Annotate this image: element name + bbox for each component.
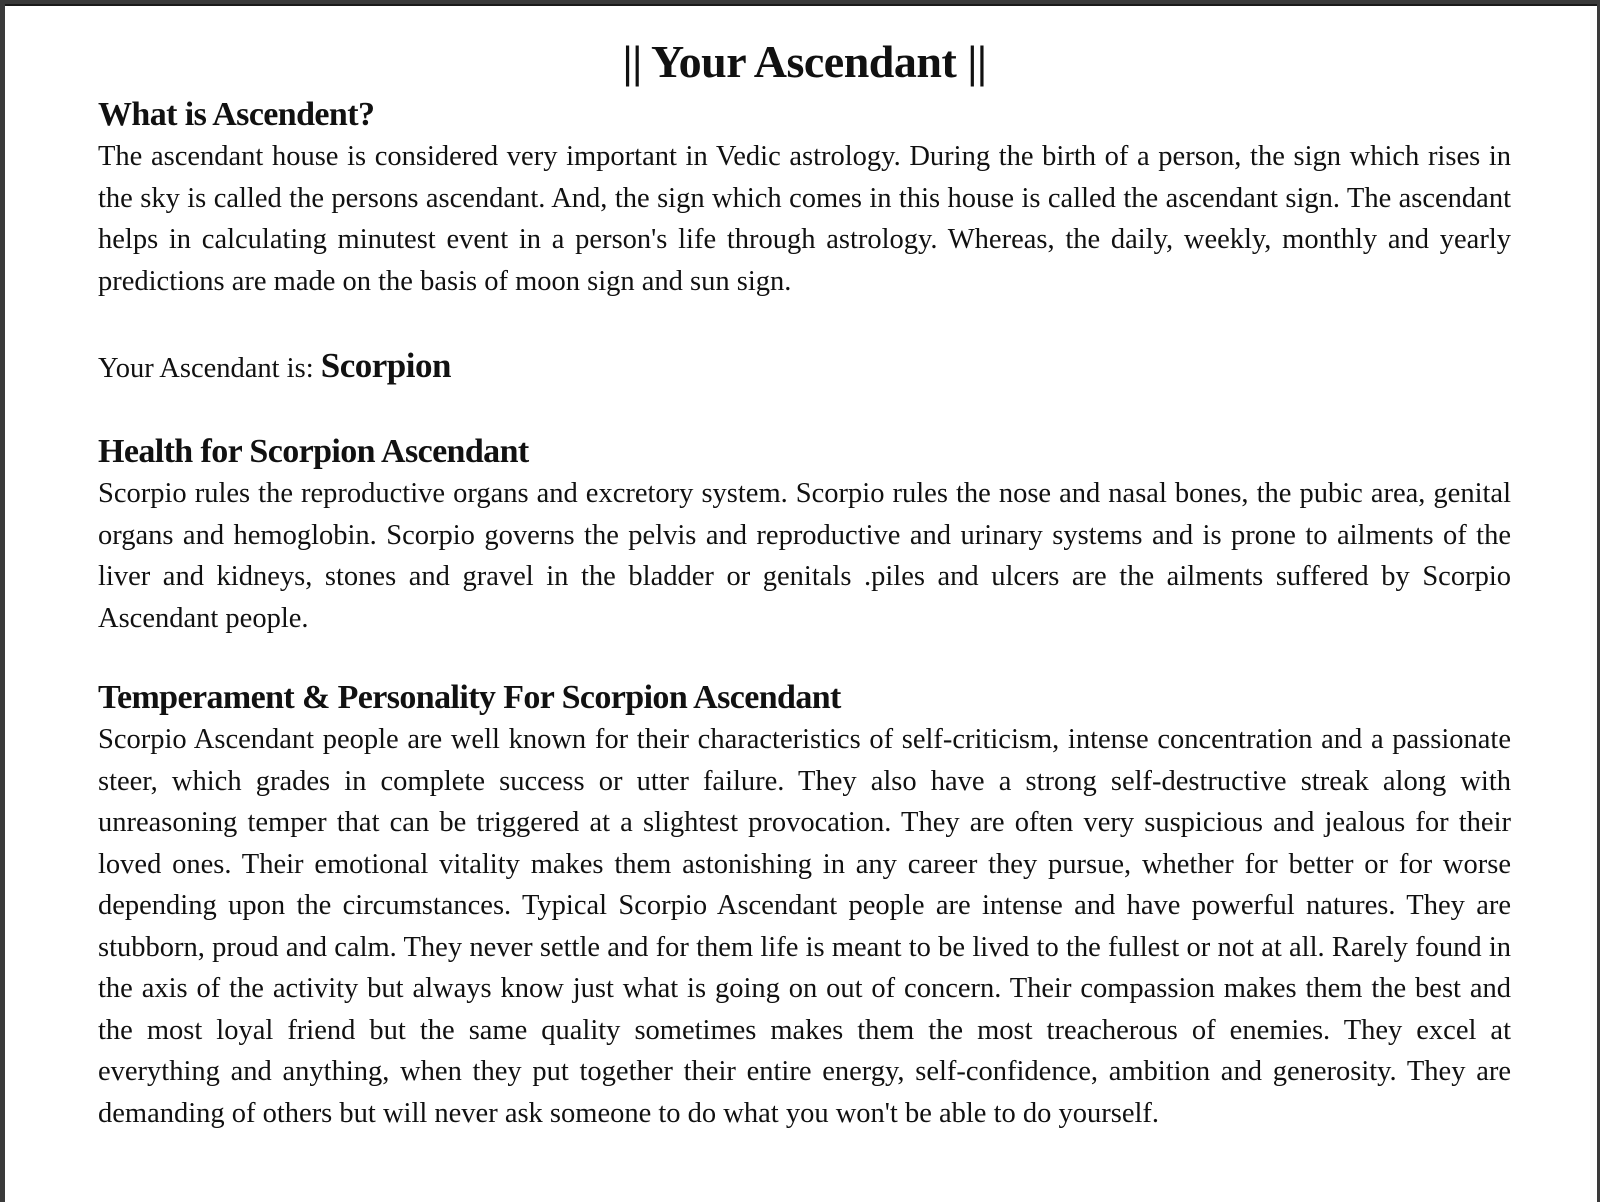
- intro-heading: What is Ascendent?: [98, 96, 375, 133]
- ascendant-label: Your Ascendant is:: [98, 353, 314, 384]
- health-paragraph: Scorpio rules the reproductive organs and excretory system. Scorpio rules the nose and nasal bones, the pubic area, genital organs and hemoglobin. Scorpio governs the pelvis and reproductive and urinary systems and is prone to ailments of the liver and kidneys, stones and gravel in the bladder or genitals .piles and ulcers are the ailments suffered by Scorpio Ascendant people.: [98, 478, 1511, 634]
- temperament-heading: Temperament & Personality For Scorpion Ascendant: [98, 679, 841, 716]
- ascendant-value: Scorpion: [320, 346, 451, 385]
- document-content: [98, 30, 1511, 1134]
- intro-paragraph: The ascendant house is considered very important in Vedic astrology. During the birth of a person, the sign which rises in the sky is called the persons ascendant. And, the sign which comes in this house is called the ascendant sign. The ascendant helps in calculating minutest event in a person's life through astrology. Whereas, the daily, weekly, monthly and yearly predictions are made on the basis of moon sign and sun sign.: [98, 141, 1511, 297]
- health-heading: Health for Scorpion Ascendant: [98, 433, 529, 470]
- spacer: [98, 639, 1511, 677]
- spacer: [98, 391, 1511, 431]
- ascendant-result: [98, 344, 1511, 391]
- page-title: || Your Ascendant ||: [622, 36, 987, 87]
- spacer: [98, 302, 1511, 344]
- temperament-paragraph: Scorpio Ascendant people are well known for their characteristics of self-criticism, intense concentration and a passionate steer, which grades in complete success or utter failure. They also have a strong self-destructive streak along with unreasoning temper that can be triggered at a slightest provocation. They are often very suspicious and jealous for their loved ones. Their emotional vitality makes them astonishing in any career they pursue, whether for better or for worse depending upon the circumstances. Typical Scorpio Ascendant people are intense and have powerful natures. They are stubborn, proud and calm. They never settle and for them life is meant to be lived to the fullest or not at all. Rarely found in the axis of the activity but always know just what is going on out of concern. Their compassion makes them the best and the most loyal friend but the same quality sometimes makes them the most treacherous of enemies. They excel at everything and anything, when they put together their entire energy, self-confidence, ambition and generosity. They are demanding of others but will never ask someone to do what you won't be able to do yourself.: [98, 724, 1511, 1129]
- document-page: [5, 4, 1600, 1202]
